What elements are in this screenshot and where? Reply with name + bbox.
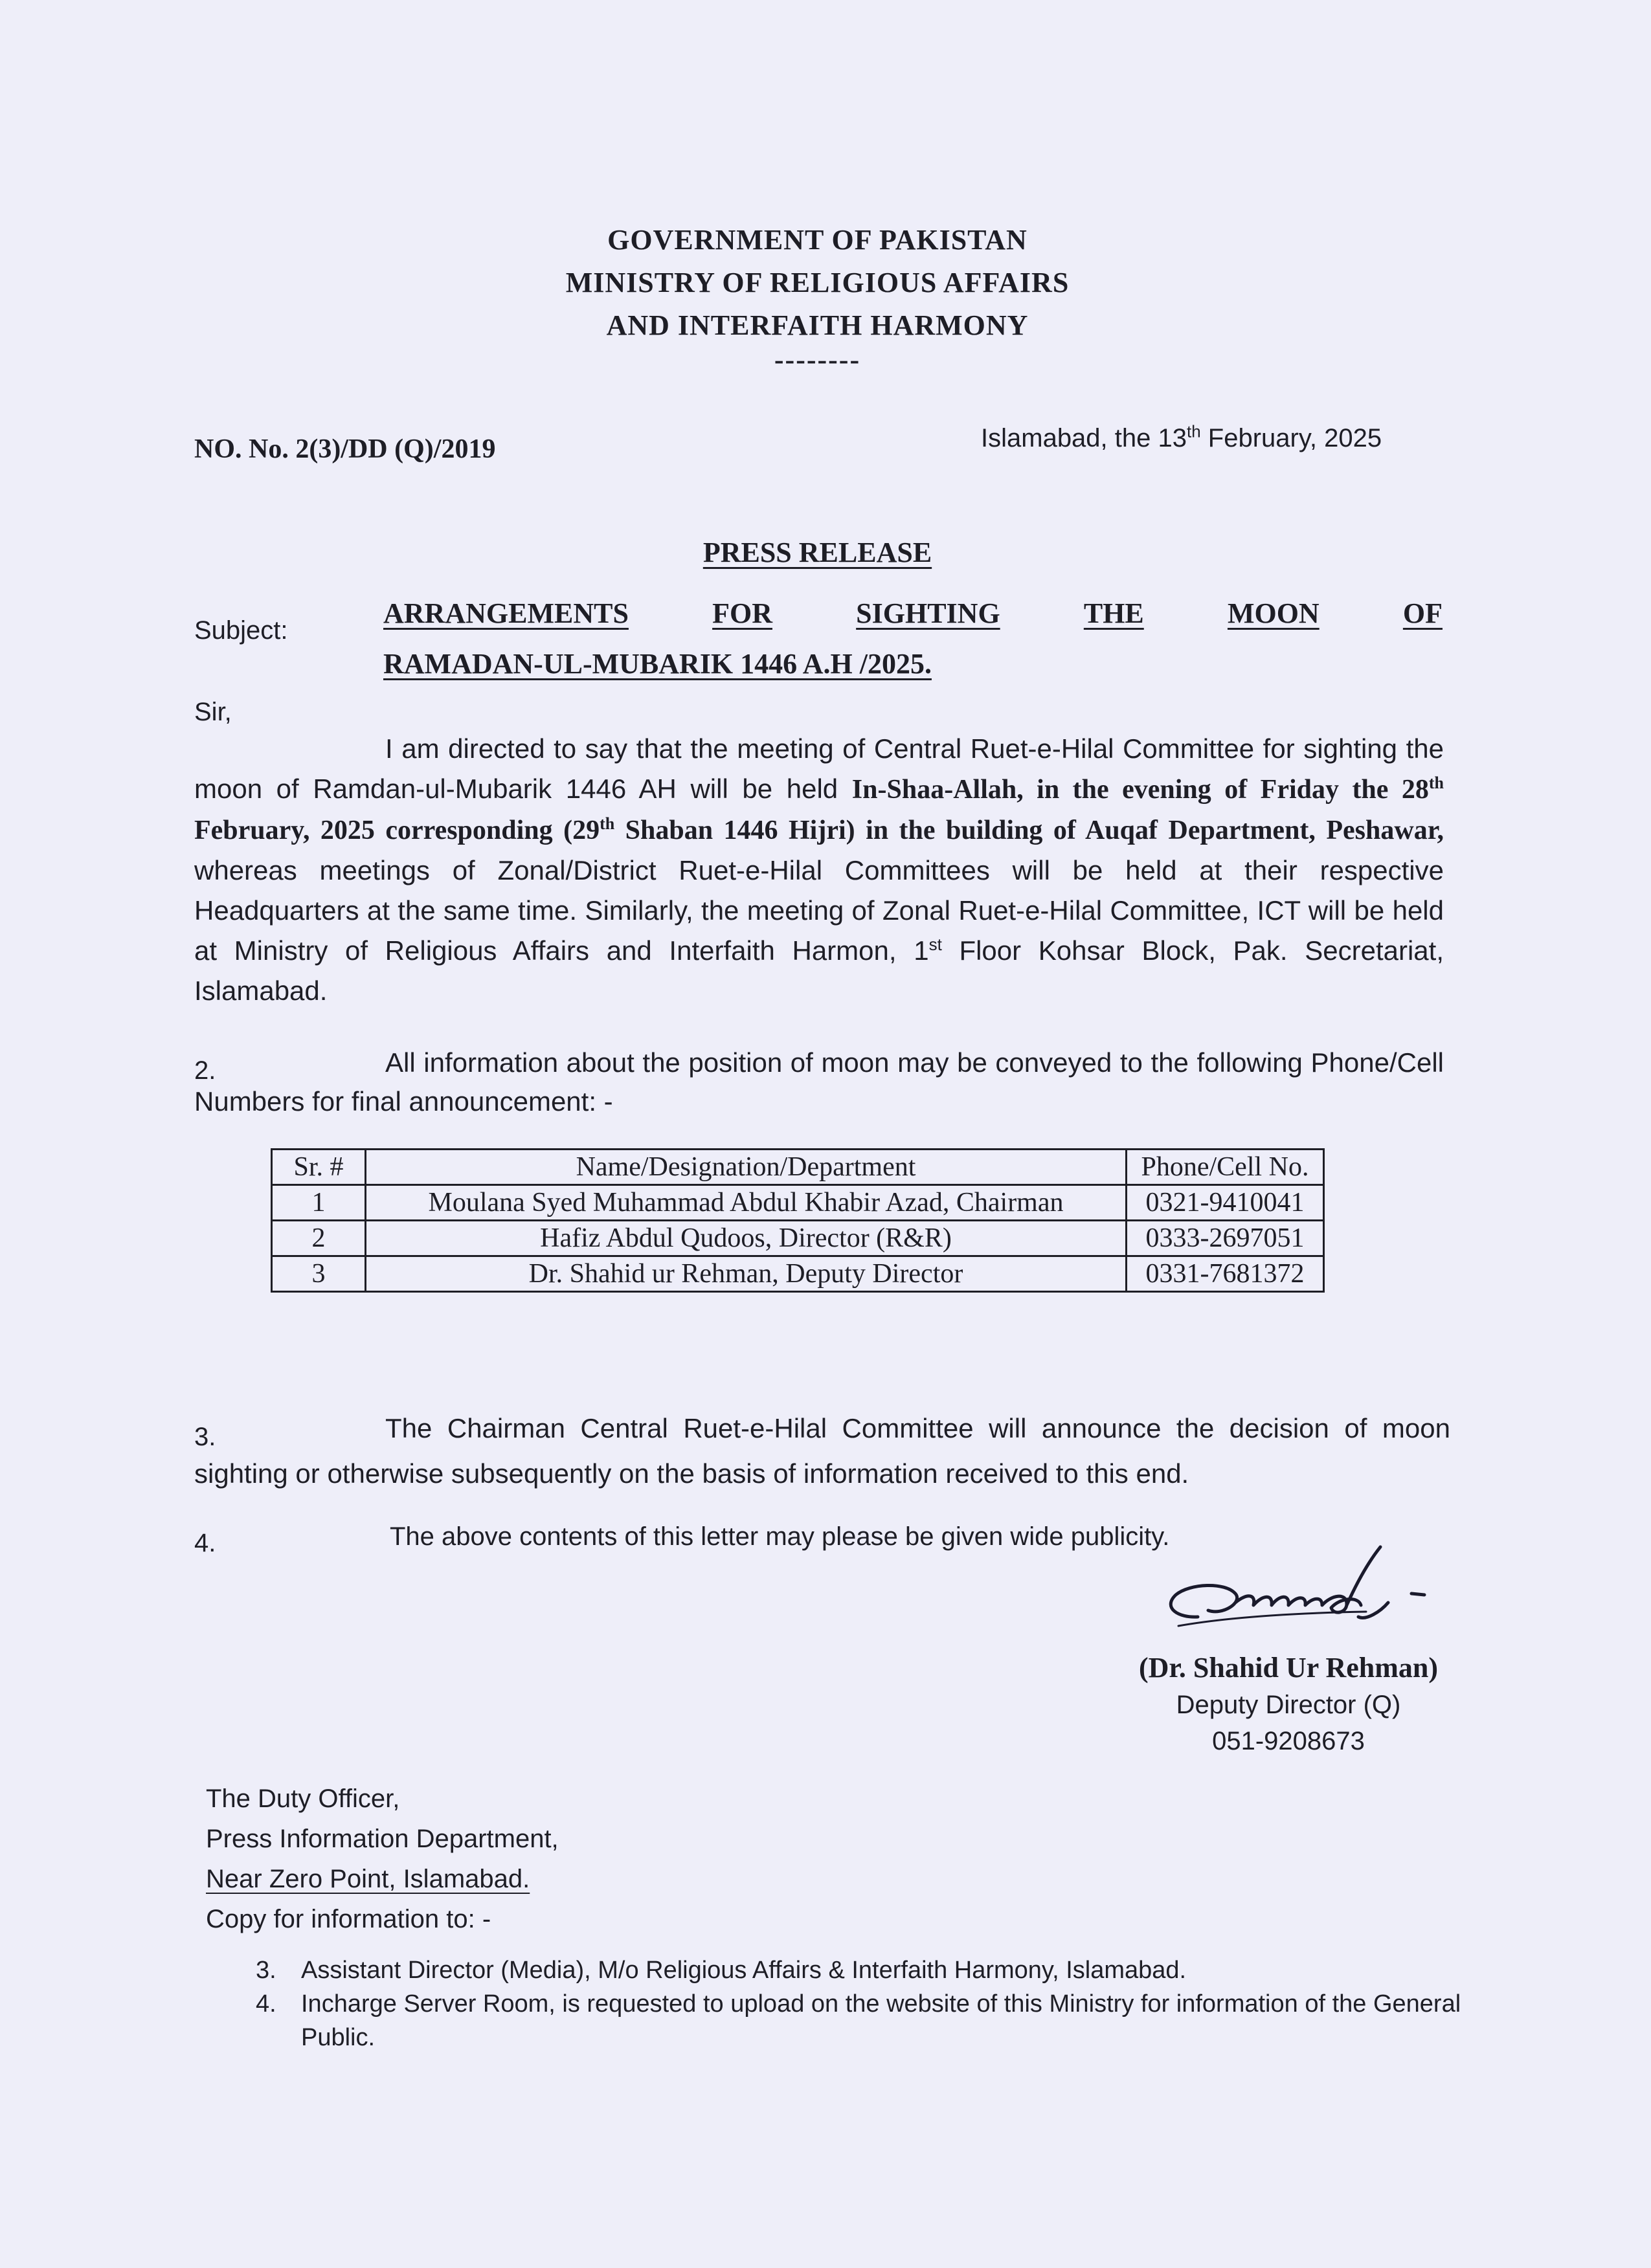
letterhead-line-3: AND INTERFAITH HARMONY [606, 309, 1029, 341]
letterhead-line-2: MINISTRY OF RELIGIOUS AFFAIRS [565, 267, 1070, 298]
list-item: 3. Assistant Director (Media), M/o Religious Affairs & Interfaith Harmony, Islamabad. [256, 1957, 1187, 1984]
table-cell-phone: 0321-9410041 [1127, 1185, 1324, 1221]
subject-word: FOR [712, 597, 772, 629]
salutation: Sir, [194, 698, 232, 726]
subject-word: SIGHTING [856, 597, 1000, 629]
table-cell-sr: 1 [272, 1185, 366, 1221]
letterhead-line-1: GOVERNMENT OF PAKISTAN [607, 224, 1028, 256]
table-row [272, 1256, 1324, 1292]
signatory-designation: Deputy Director (Q) [1176, 1691, 1401, 1719]
paragraph-3: The Chairman Central Ruet-e-Hilal Committee will announce the decision of moon sighting or otherwise subsequently on the basis of information received to this end. [194, 1413, 1450, 1489]
letterhead [0, 219, 1635, 373]
table-cell-sr: 3 [272, 1256, 366, 1292]
table-header-cell: Name/Designation/Department [366, 1150, 1127, 1185]
copy-label: Copy for information to: - [206, 1905, 491, 1933]
document-title: PRESS RELEASE [702, 537, 932, 568]
copy-list [256, 1953, 1473, 2054]
paragraph-3-number: 3. [194, 1423, 216, 1451]
table-header-cell: Phone/Cell No. [1127, 1150, 1324, 1185]
subject-line-1 [383, 597, 1443, 630]
paragraph-2: All information about the position of moon may be conveyed to the following Phone/Cell Numbers for final announcement: - [194, 1047, 1444, 1117]
subject-label: Subject: [194, 616, 288, 645]
recipient-line-1: The Duty Officer, [206, 1784, 400, 1813]
table-row [272, 1185, 1324, 1221]
subject-word: ARRANGEMENTS [383, 597, 629, 629]
recipient-line-2: Press Information Department, [206, 1825, 559, 1853]
table-header-cell: Sr. # [272, 1150, 366, 1185]
subject-line-2: RAMADAN-UL-MUBARIK 1446 A.H /2025. [383, 648, 932, 680]
paragraph-2-number: 2. [194, 1056, 216, 1085]
table-cell-sr: 2 [272, 1221, 366, 1256]
signatory-block [1062, 1649, 1515, 1759]
paragraph-4-number: 4. [194, 1529, 216, 1557]
reference-number: NO. No. 2(3)/DD (Q)/2019 [194, 434, 496, 464]
table-cell-name: Moulana Syed Muhammad Abdul Khabir Azad, Chairman [366, 1185, 1127, 1221]
signatory-phone: 051-9208673 [1212, 1727, 1365, 1755]
table-cell-name: Hafiz Abdul Qudoos, Director (R&R) [366, 1221, 1127, 1256]
letterhead-divider: -------- [774, 344, 861, 375]
table-cell-name: Dr. Shahid ur Rehman, Deputy Director [366, 1256, 1127, 1292]
signatory-name: (Dr. Shahid Ur Rehman) [1138, 1652, 1439, 1684]
paragraph-1: I am directed to say that the meeting of Central Ruet-e-Hilal Committee for sighting the moon of Ramdan-ul-Mubarik 1446 AH will be held In-Shaa-Allah, in the evening of Friday the 28th February, 2025 corresponding (29th Shaban 1446 Hijri) in the building of Auqaf Department, Peshawar, whereas meetings of Zonal/District Ruet-e-Hilal Committees will be held at their respective Headquarters at the same time. Similarly, the meeting of Zonal Ruet-e-Hilal Committee, ICT will be held at Ministry of Religious Affairs and Interfaith Harmon, 1st Floor Kohsar Block, Pak. Secretariat, Islamabad. [194, 733, 1444, 1006]
signature-mark [1152, 1540, 1457, 1657]
table-cell-phone: 0333-2697051 [1127, 1221, 1324, 1256]
subject-word: MOON [1227, 597, 1320, 629]
recipient-line-3: Near Zero Point, Islamabad. [206, 1865, 530, 1893]
subject-word: THE [1083, 597, 1144, 629]
subject-word: OF [1402, 597, 1443, 629]
table-cell-phone: 0331-7681372 [1127, 1256, 1324, 1292]
recipient-block [206, 1779, 559, 1939]
paragraph-4: The above contents of this letter may please be given wide publicity. [390, 1522, 1170, 1551]
table-row [272, 1221, 1324, 1256]
table-header-row [272, 1150, 1324, 1185]
contacts-table [271, 1148, 1325, 1293]
list-item: 4. Incharge Server Room, is requested to upload on the website of this Ministry for information of the General Public. [256, 1990, 1461, 2051]
letter-date: Islamabad, the 13th February, 2025 [981, 421, 1382, 452]
